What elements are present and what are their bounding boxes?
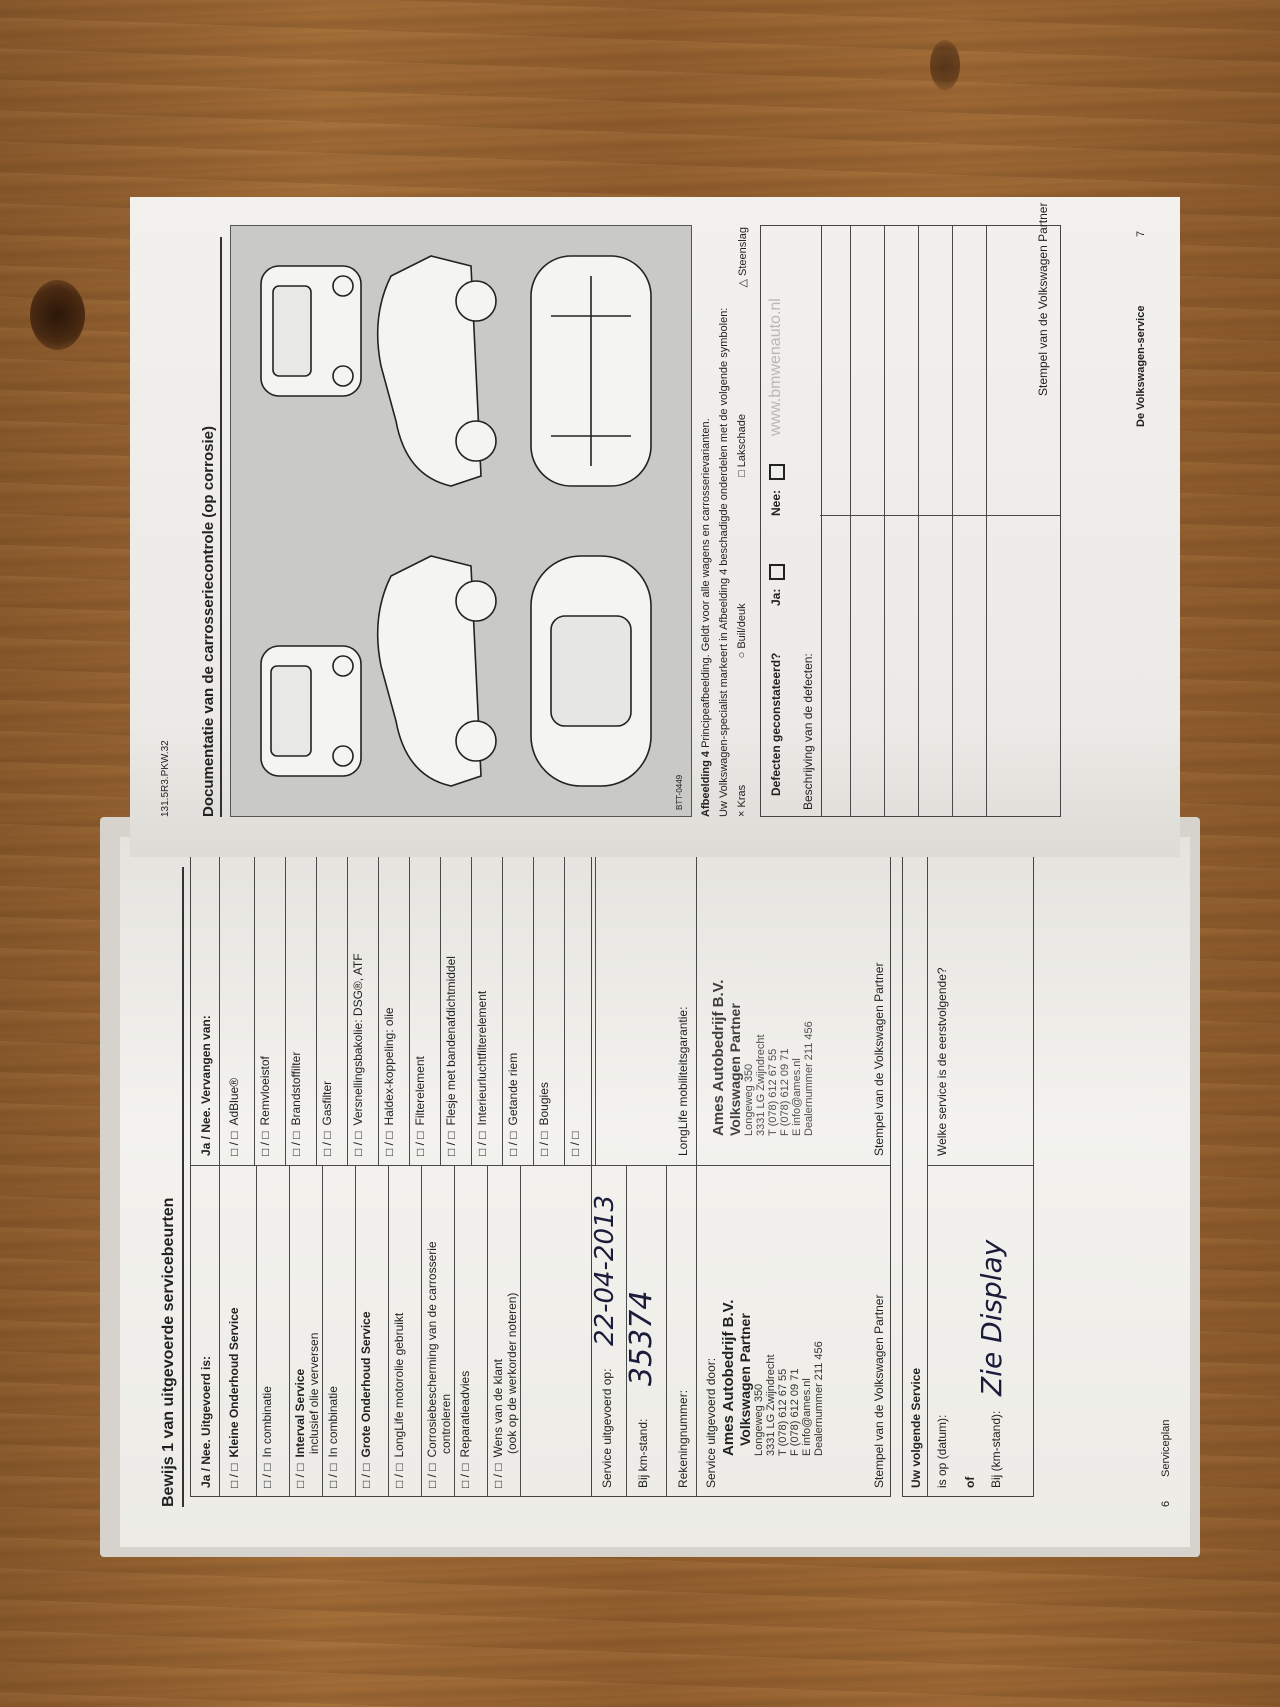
next-km-value: Zie Display [975,1239,1008,1396]
checklist-row[interactable] [359,1311,373,1488]
rule [952,226,953,816]
rule [927,856,928,1496]
replacement-label: Flesje met bandenafdichtmiddel [444,956,458,1126]
checklist-row[interactable] [260,1386,274,1488]
right-footer-label: De Volkswagen-service [1135,305,1147,427]
defects-box [760,225,822,817]
row-rule [378,856,379,1166]
checklist-label: In combinatie [260,1386,274,1458]
replacement-row[interactable] [258,1056,272,1156]
checkbox-pair[interactable]: □ / □ [506,1131,520,1156]
checklist-row[interactable] [392,1313,406,1488]
title-rule [182,867,184,1507]
row-rule [285,856,286,1166]
col-left-header: Ja / Nee. Uitgevoerd is: [199,1355,213,1488]
stamp-line: 3331 LG Zwijndrecht [755,1034,767,1136]
rule [986,226,987,816]
table-divider [191,1165,591,1166]
km-value: 35374 [624,1290,659,1386]
stamp-label-left: Stempel van de Volkswagen Partner [872,1294,886,1488]
row-rule [409,856,410,1166]
next-km-label: Bij (km-stand): [989,1410,1003,1488]
replacement-label: Versnellingsbakolie: DSG®, ATF [351,953,365,1126]
checkbox-pair[interactable]: □ / □ [392,1463,406,1488]
which-service-label: Welke service is de eerstvolgende? [935,967,949,1156]
checkbox-pair[interactable]: □ / □ [289,1131,303,1156]
doc-code: 131.5R3.PKW.32 [160,740,171,817]
next-service-header: Uw volgende Service [909,1367,923,1488]
checklist-row[interactable] [326,1386,340,1488]
car-diagram-svg [231,226,691,816]
checkbox-pair[interactable]: □ / □ [227,1131,241,1156]
row-rule [347,856,348,1166]
checkbox-pair[interactable]: □ / □ [351,1131,365,1156]
row-rule [454,1166,455,1496]
checklist-label: Corrosiebescherming van de carrosserie [425,1241,439,1458]
stamp-brand: Volkswagen Partner [737,1313,753,1446]
yes-checkbox[interactable] [769,564,785,580]
stamp-line: T (078) 612 67 55 [777,1368,789,1456]
replacement-row[interactable] [320,1081,334,1156]
describe-label: Beschrijving van de defecten: [801,653,815,810]
rule [918,226,919,816]
col-right-header: Ja / Nee. Vervangen van: [199,1015,213,1156]
defects-label: Defecten geconstateerd? [769,652,783,796]
row-rule [471,856,472,1166]
dealer-stamp-faint [710,980,815,1136]
replacement-row[interactable] [413,1056,427,1156]
checkbox-pair[interactable]: □ / □ [425,1463,439,1488]
left-footer-label: Serviceplan [1160,1419,1172,1477]
row-rule [487,1166,488,1496]
header-rule [219,856,220,1496]
stamp-label-right: Stempel van de Volkswagen Partner [872,962,886,1156]
dealer-stamp [720,1300,825,1456]
legend [736,227,749,817]
no-label: Nee: [769,489,783,516]
serviced-by-label: Service uitgevoerd door: [704,1357,718,1488]
service-details [590,855,891,1497]
figure-code: BTT-0449 [675,774,684,810]
stamp-label: Stempel van de Volkswagen Partner [1036,202,1050,396]
invoice-label: Rekeningnummer: [676,1389,690,1488]
next-date-label: is op (datum): [935,1414,949,1488]
service-date-label: Service uitgevoerd op: [600,1368,614,1488]
checkbox-pair[interactable]: □ / □ [258,1131,272,1156]
yes-label: Ja: [769,588,783,606]
checklist-row[interactable] [458,1371,472,1488]
replacement-row[interactable] [444,956,458,1156]
service-date-value: 22-04-2013 [590,1194,620,1346]
stamp-line: Longeweg 350 [743,1063,755,1136]
checkbox-pair[interactable]: □ / □ [293,1463,307,1488]
right-page [130,197,1180,857]
stamp-name: Ames Autobedrijf B.V. [720,1299,737,1456]
stamp-line: 3331 LG Zwijndrecht [765,1354,777,1456]
row-rule [502,856,503,1166]
checklist-label: Interval Service [293,1368,307,1458]
replacement-row[interactable] [568,1126,582,1157]
replacement-row[interactable] [537,1082,551,1156]
figure-caption [700,227,712,817]
stamp-brand: Volkswagen Partner [727,1003,743,1136]
replacement-label: AdBlue® [227,1077,241,1126]
checkbox-pair[interactable]: □ / □ [413,1131,427,1156]
row-rule [316,856,317,1166]
stamp-line: E info@ames.nl [801,1378,813,1456]
checklist-sublabel: (ook op de werkorder noteren) [505,1292,519,1454]
row-rule [564,856,565,1166]
right-page-title: Documentatie van de carrosseriecontrole (op corrosie) [200,426,217,817]
row-rule [533,856,534,1166]
watermark: www.bmwenauto.nl [767,298,784,436]
divider [820,515,1060,516]
divider [590,1165,890,1166]
checklist-label: LongLife motorolie gebruikt [392,1312,406,1458]
checklist-row[interactable] [293,1333,321,1488]
replacement-row[interactable] [475,991,489,1156]
row-rule [322,1166,323,1496]
replacement-label: Remvloeistof [258,1056,272,1126]
checkbox-pair[interactable]: □ / □ [326,1463,340,1488]
replacement-label: Haldex-koppeling: olie [382,1007,396,1126]
checkbox-pair[interactable]: □ / □ [475,1131,489,1156]
legend-stonechip: △ Steenslag [737,227,749,288]
checklist-label: Wens van de klant [491,1358,505,1458]
row-rule [254,856,255,1166]
replacement-row[interactable] [506,1053,520,1156]
replacement-label: Getande riem [506,1052,520,1126]
no-checkbox[interactable] [769,464,785,480]
rule [696,856,697,1496]
left-page-title: Bewijs 1 van uitgevoerde servicebeurten [160,1197,177,1507]
checklist-sublabel: controleren [439,1393,453,1454]
stamp-line: F (078) 612 09 71 [779,1048,791,1136]
replacement-row[interactable] [382,1007,396,1156]
stamp-line: Dealernummer 211 456 [803,1021,815,1136]
longlife-label: LongLife mobiliteitsgarantie: [676,1006,690,1156]
row-rule [421,1166,422,1496]
checklist-label: Reparatieadvies [458,1370,472,1458]
services-table [190,855,592,1497]
left-page-number: 6 [1160,1500,1172,1507]
checkbox-pair[interactable]: □ / □ [491,1463,505,1488]
checklist-row[interactable] [227,1307,241,1488]
divider [927,1165,1033,1166]
replacement-label: Brandstoffilter [289,1051,303,1126]
checklist-row[interactable] [491,1293,519,1488]
legend-paint: □ Lakschade [736,414,748,477]
replacement-label: Gasfilter [320,1080,334,1126]
stamp-line: Longeweg 350 [753,1383,765,1456]
figure-caption-bold: Afbeelding 4 [700,750,712,817]
checklist-sublabel: inclusief olie verversen [307,1332,321,1454]
checkbox-pair[interactable]: □ / □ [568,1131,582,1156]
or-label: of [963,1476,977,1488]
title-rule [220,237,222,817]
replacement-label: Bougies [537,1082,551,1126]
checklist-label: In combinatie [326,1386,340,1458]
stamp-name: Ames Autobedrijf B.V. [710,979,727,1136]
checkbox-pair[interactable]: □ / □ [227,1463,241,1488]
next-service-box [902,855,1034,1497]
checkbox-pair[interactable]: □ / □ [458,1463,472,1488]
checkbox-pair[interactable]: □ / □ [320,1131,334,1156]
replacement-label: Filterelement [413,1056,427,1126]
instruction: Uw Volkswagen-specialist markeert in Afbeelding 4 beschadigde onderdelen met de volgende symbolen: [718,307,730,817]
car-diagram [230,225,692,817]
replacement-row[interactable] [351,953,365,1156]
checkbox-pair[interactable]: □ / □ [382,1131,396,1156]
row-rule [440,856,441,1166]
checkbox-pair[interactable]: □ / □ [537,1131,551,1156]
row-rule [355,1166,356,1496]
replacement-row[interactable] [227,1078,241,1156]
figure-caption-text: Principeafbeelding. Geldt voor alle wagens en carrosserievarianten. [700,418,712,748]
right-page-number: 7 [1135,230,1147,237]
replacement-row[interactable] [289,1052,303,1156]
left-page [120,837,1190,1547]
km-label: Bij km-stand: [636,1418,650,1488]
stamp-line: E info@ames.nl [791,1058,803,1136]
row-rule [520,1166,521,1496]
row-rule [388,1166,389,1496]
row-rule [256,1166,257,1496]
defects-description-area[interactable] [820,202,1061,817]
rule [850,226,851,816]
rule [884,226,885,816]
checkbox-pair[interactable]: □ / □ [444,1131,458,1156]
checklist-label: Grote Onderhoud Service [359,1311,373,1458]
legend-dent: ○ Buil/deuk [736,603,748,659]
stamp-line: F (078) 612 09 71 [789,1368,801,1456]
rule [666,1166,667,1496]
checklist-row[interactable] [425,1241,453,1488]
checklist-label: Kleine Onderhoud Service [227,1307,241,1458]
stamp-line: Dealernummer 211 456 [813,1341,825,1456]
legend-scratch: × Kras [736,784,748,817]
stamp-line: T (078) 612 67 55 [767,1048,779,1136]
checkbox-pair[interactable]: □ / □ [359,1463,373,1488]
row-rule [289,1166,290,1496]
replacement-label: Interieurluchtfilterelement [475,990,489,1126]
checkbox-pair[interactable]: □ / □ [260,1463,274,1488]
